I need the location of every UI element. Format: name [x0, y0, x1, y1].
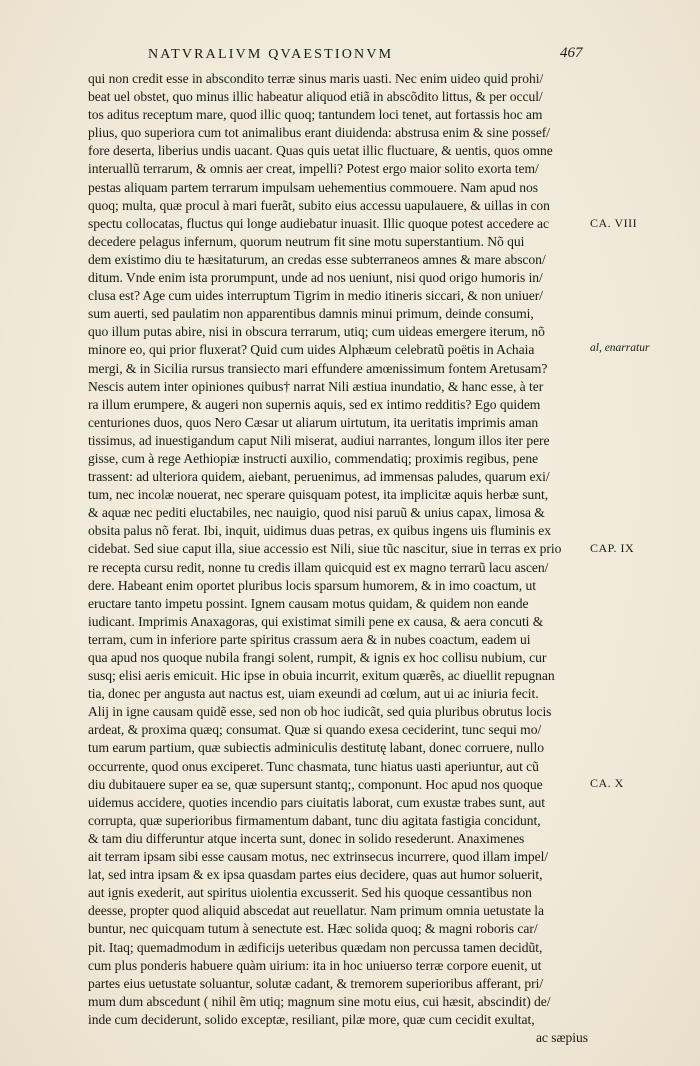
text-line: qua apud nos quoque nubila frangi solent, rumpit, & ignis ex hoc collisu nubium, cur	[88, 650, 547, 665]
text-line: ardeat, & proxima quæq; consumat. Quæ si quando exesa ceciderint, tunc sequi mo/	[88, 722, 542, 738]
text-line: ditum. Vnde enim ista prorumpunt, unde ad nos ueniunt, nisi quod origo humoris in/	[88, 270, 543, 286]
text-line: cum plus ponderis habuere quàm uirium: ita in hoc uniuerso terræ corpore euenit, ut	[88, 957, 542, 973]
text-line: diu dubitauere super ea se, quæ supersunt stantq;, componunt. Hoc apud nos quoque	[88, 776, 543, 792]
text-line: ait terram ipsam sibi esse causam motus, nec extrinsecus incurrere, quod illam impel/	[88, 849, 549, 865]
text-line: interuallũ terrarum, & omnis aer creat, impelli? Potest ergo maior solito exorta tem/	[88, 161, 539, 177]
text-line: Alij in igne causam quidẽ esse, sed non ob hoc iudicãt, sed quia pluribus obrutus locis	[88, 704, 552, 720]
text-line: gisse, cum à rege Aethiopiæ instructi auxilio, commendatiq; proximis regibus, pene	[88, 450, 539, 466]
running-title: NATVRALIVM QVAESTIONVM	[148, 47, 394, 62]
text-line: tum, nec incolæ nouerat, nec sperare quisquam potest, ita implicitæ aquis herbæ sunt,	[88, 487, 549, 503]
text-line: mum dum abscedunt ( nihil ẽm utiq; magnum sine motu eius, cui hæsit, abscindit) de/	[88, 993, 551, 1009]
text-line: tos aditus receptum mare, quod illic quoq; tantundem loci tenet, aut fortassis hoc am	[88, 107, 543, 123]
text-line: ra illum erumpere, & augeri non supernis aquis, sed ex intimo redditis? Ego quidem	[88, 396, 541, 412]
text-line: Nescis autem inter opiniones quibus† narrat Nili æstiua inundatio, & hanc esse, à ter	[88, 378, 544, 394]
text-line: cidebat. Sed siue caput illa, siue accessio est Nili, siue tũc nascitur, siue in terras ex prio	[88, 541, 562, 557]
text-line: partes eius uetustate soluantur, solutæ cadant, & tremorem superioribus afferant, pri/	[88, 975, 544, 991]
text-line: tum earum partium, quæ subiectis adminiculis destitutę labant, donec corruere, nullo	[88, 740, 544, 756]
text-line: iudicant. Imprimis Anaxagoras, qui existimat simili pene ex causa, & aera concuti &	[88, 613, 544, 629]
text-line: dere. Habeant enim oportet pluribus locis sparsum humorem, & in imo coactum, ut	[88, 577, 536, 593]
text-line: occurrente, quod onus exciperet. Tunc chasmata, tunc hiatus uasti aperiuntur, aut cũ	[88, 758, 539, 774]
text-line: spectu collocatas, fluctus qui longe audiebatur inuasit. Illic quoque potest accedere ac	[88, 215, 550, 231]
text-line: corrupta, quæ superioribus firmamentum dabant, tunc diu agitata fastigia concidunt,	[88, 812, 541, 828]
margin-note-variant-reading: al, enarratur	[590, 342, 650, 354]
text-line: minore eo, qui prior fluxerat? Quid cum uides Alphæum celebratũ poëtis in Achaia	[88, 342, 535, 358]
catchword: ac sæpius	[535, 1029, 588, 1045]
text-line: uidemus accidere, quoties incendio pars ciuitatis laborat, cum exustæ trabes sunt, aut	[88, 794, 546, 810]
text-line: aut ignis exederit, aut spiritus uiolentia excusserit. Sed his quoque cessantibus non	[88, 885, 532, 901]
text-line: susq; elisi aeris emicuit. Hic ipse in obuia incurrit, exitum quærẽs, ac diuellit repugnan	[88, 668, 555, 684]
text-line: sum auerti, sed paulatim non apparentibus damnis minui primum, deinde consumi,	[88, 306, 534, 322]
text-line: fore deserta, liberius undis uacant. Quas quis uetat illic fluctuare, & uentis, quos omne	[88, 143, 553, 159]
text-line: & tam diu differuntur atque incerta sunt, donec in solido resederunt. Anaximenes	[88, 830, 525, 846]
margin-note-chapter-10: CA. X	[590, 776, 624, 790]
text-line: lat, sed intra ipsam & ex ipsa quasdam partes eius decidere, quas aut humor soluerit,	[88, 867, 543, 883]
text-line: tia, donec per angusta aut nactus est, uiam exeundi ad cœlum, aut ui ac iniuria fecit.	[88, 686, 539, 702]
text-line: plius, quo superiora cum tot animalibus erant diuidenda: abstrusa enim & sine possef/	[88, 125, 551, 141]
text-line: clusa est? Age cum uides interruptum Tigrim in medio itineris siccari, & non uniuer/	[88, 288, 543, 304]
text-line: decedere pelagus infernum, quorum neutrum fit sine motu superstantium. Nõ qui	[88, 233, 525, 249]
text-line: eructare tanto impetu possint. Ignem causam motus quidam, & quidem non eande	[88, 595, 529, 611]
text-line: & aquæ nec pediti eluctabiles, nec nauigio, quod nisi paruũ & unius capax, limosa &	[88, 505, 545, 521]
text-line: dem existimo diu te hæsitaturum, an credas esse subterraneos amnes & mare abscon/	[88, 251, 546, 267]
text-line: pit. Itaq; quemadmodum in ædificijs ueteribus quædam non percussa tamen decidũt,	[88, 939, 543, 955]
text-line: re recepta cursu redit, nonne tu credis illam quicquid est ex magno terrarũ lacu ascen/	[88, 559, 549, 575]
text-line: buntur, nec quicquam tutum à senectute est. Hæc solida quoq; & magni roboris car/	[88, 921, 538, 937]
text-line: tissimus, ad inuestigandum caput Nili miserat, audiui narrantes, longum illos iter pere	[88, 432, 550, 448]
margin-note-chapter-9: CAP. IX	[590, 541, 635, 555]
text-line: inde cum deciderunt, solido exceptæ, resiliant, pilæ more, quæ cum cecidit exultat,	[88, 1011, 535, 1027]
text-line: trassent: ad ulteriora quidem, aiebant, peruenimus, ad immensas paludes, quarum exi/	[88, 469, 550, 485]
text-line: centuriones duos, quos Nero Cæsar ut aliarum uirtutum, ita ueritatis imprimis aman	[88, 414, 539, 430]
folio-number: 467	[560, 45, 583, 61]
text-line: deesse, propter quod aliquid abscedat aut reuellatur. Nam primum omnia uetustate la	[88, 903, 545, 919]
margin-note-chapter-8: CA. VIII	[590, 216, 638, 230]
text-line: beat uel obstet, quo minus illic habeatur aliquod etiã in abscõdito littus, & per occul/	[88, 89, 543, 105]
main-text-block	[88, 70, 588, 1047]
text-line: obsita palus nõ ferat. Ibi, inquit, uidimus duas petras, ex quibus ingens uis fluminis ex	[88, 523, 551, 539]
text-line: quoq; multa, quæ procul à mari fuerãt, subito eius accessu uapulauere, & uillas in con	[88, 197, 550, 213]
text-line: terram, cum in inferiore parte spiritus crassum aera & in nubes coactum, eadem ui	[88, 631, 531, 647]
text-line: qui non credit esse in abscondito terræ sinus maris uasti. Nec enim uideo quid prohi/	[88, 71, 544, 86]
text-line: quo illum putas abire, nisi in obscura terrarum, utiq; cum uideas emergere iterum, nõ	[88, 324, 545, 340]
text-line: mergi, & in Sicilia rursus transiecto mari effundere amœnissimum fontem Aretusam?	[88, 360, 548, 376]
text-line: pestas aliquam partem terrarum impulsam uehementius commouere. Nam apud nos	[88, 179, 539, 195]
